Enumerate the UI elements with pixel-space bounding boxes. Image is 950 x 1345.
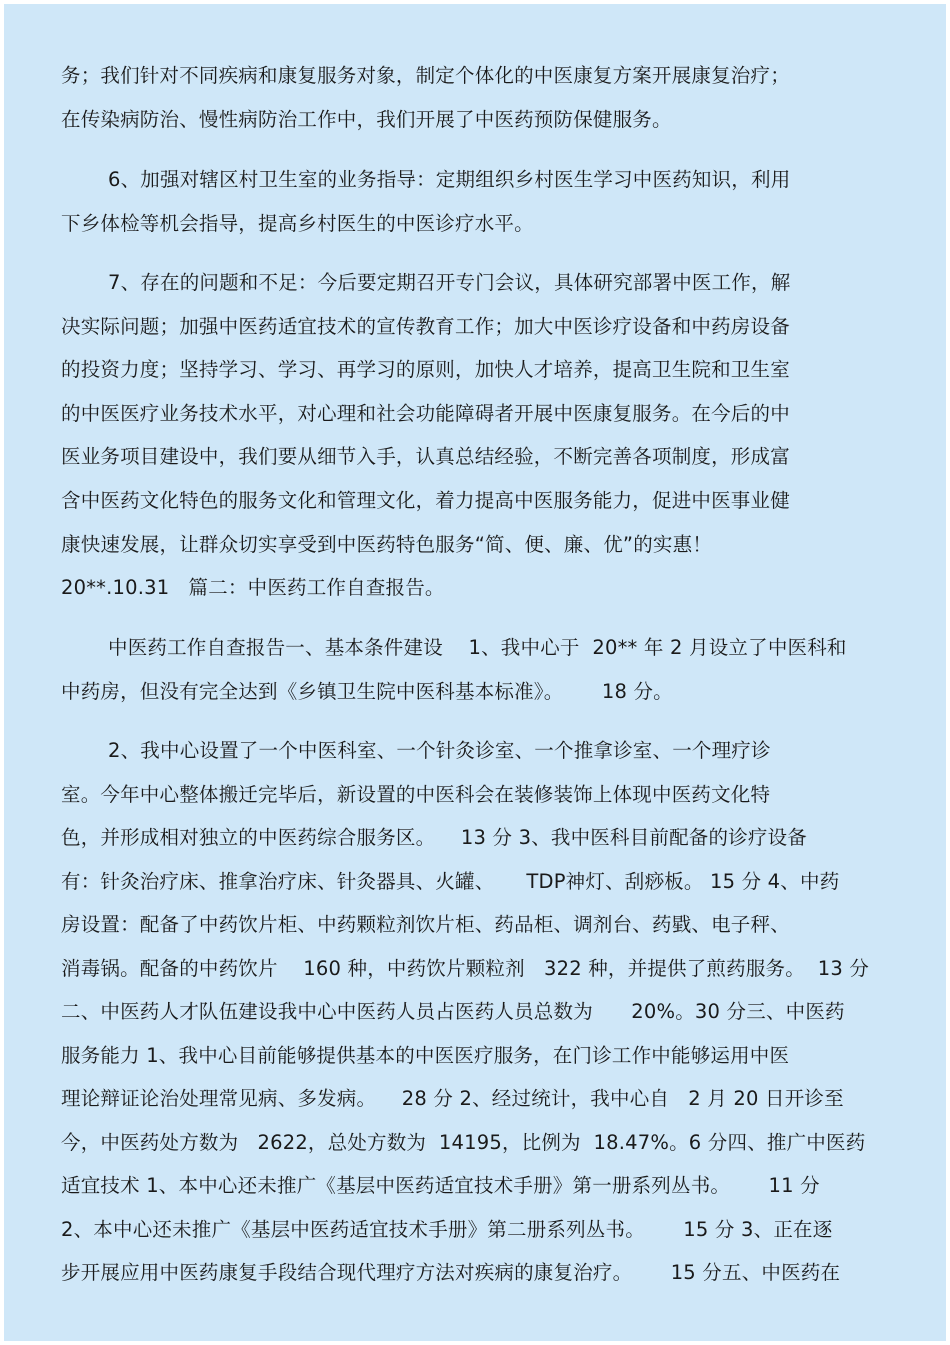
text-line: 中医药工作自查报告一、基本条件建设 1、我中心于 20** 年 2 月设立了中医科和 xyxy=(108,636,847,659)
text-line: 今，中医药处方数为 2622，总处方数为 14195，比例为 18.47%。6 分四、推广中医药 xyxy=(61,1131,866,1154)
text-line: 消毒锅。配备的中药饮片 160 种，中药饮片颗粒剂 322 种，并提供了煎药服务。 13 分 xyxy=(61,957,870,980)
text-line: 的投资力度；坚持学习、学习、再学习的原则，加快人才培养，提高卫生院和卫生室 xyxy=(61,358,790,381)
text-line: 服务能力 1、我中心目前能够提供基本的中医医疗服务，在门诊工作中能够运用中医 xyxy=(61,1044,790,1067)
text-line: 2、我中心设置了一个中医科室、一个针灸诊室、一个推拿诊室、一个理疗诊 xyxy=(108,739,771,762)
text-line: 二、中医药人才队伍建设我中心中医药人员占医药人员总数为 20%。30 分三、中医药 xyxy=(61,1000,845,1023)
text-line: 下乡体检等机会指导，提高乡村医生的中医诊疗水平。 xyxy=(61,212,534,235)
text-line: 理论辩证论治处理常见病、多发病。 28 分 2、经过统计，我中心自 2 月 20 日开诊至 xyxy=(61,1087,844,1110)
text-line: 医业务项目建设中，我们要从细节入手，认真总结经验，不断完善各项制度，形成富 xyxy=(61,445,790,468)
text-line: 有：针灸治疗床、推拿治疗床、针灸器具、火罐、 TDP神灯、刮痧板。 15 分 4、中药 xyxy=(61,870,840,893)
text-line: 务；我们针对不同疾病和康复服务对象，制定个体化的中医康复方案开展康复治疗； xyxy=(61,64,790,87)
text-line: 房设置：配备了中药饮片柜、中药颗粒剂饮片柜、药品柜、调剂台、药戥、电子秤、 xyxy=(61,913,790,936)
text-line: 色，并形成相对独立的中医药综合服务区。 13 分 3、我中医科目前配备的诊疗设备 xyxy=(61,826,808,849)
text-line: 中药房，但没有完全达到《乡镇卫生院中医科基本标准》。 18 分。 xyxy=(61,680,673,703)
document-page xyxy=(4,4,946,1341)
text-line: 6、加强对辖区村卫生室的业务指导：定期组织乡村医生学习中医药知识，利用 xyxy=(108,168,791,191)
text-line: 2、本中心还未推广《基层中医药适宜技术手册》第二册系列丛书。 15 分 3、正在逐 xyxy=(61,1218,833,1241)
text-line: 7、存在的问题和不足：今后要定期召开专门会议，具体研究部署中医工作，解 xyxy=(108,271,791,294)
text-line: 步开展应用中医药康复手段结合现代理疗方法对疾病的康复治疗。 15 分五、中医药在 xyxy=(61,1261,841,1284)
text-line: 适宜技术 1、本中心还未推广《基层中医药适宜技术手册》第一册系列丛书。 11 分 xyxy=(61,1174,820,1197)
text-line: 含中医药文化特色的服务文化和管理文化，着力提高中医服务能力，促进中医事业健 xyxy=(61,489,790,512)
text-line: 康快速发展，让群众切实享受到中医药特色服务“简、便、廉、优”的实惠！ xyxy=(61,533,713,556)
text-line: 室。今年中心整体搬迁完毕后，新设置的中医科会在装修装饰上体现中医药文化特 xyxy=(61,783,771,806)
text-line: 决实际问题；加强中医药适宜技术的宣传教育工作；加大中医诊疗设备和中药房设备 xyxy=(61,315,790,338)
text-line: 在传染病防治、慢性病防治工作中，我们开展了中医药预防保健服务。 xyxy=(61,108,672,131)
text-line: 的中医医疗业务技术水平，对心理和社会功能障碍者开展中医康复服务。在今后的中 xyxy=(61,402,790,425)
text-line: 20**.10.31 篇二：中医药工作自查报告。 xyxy=(61,576,445,599)
